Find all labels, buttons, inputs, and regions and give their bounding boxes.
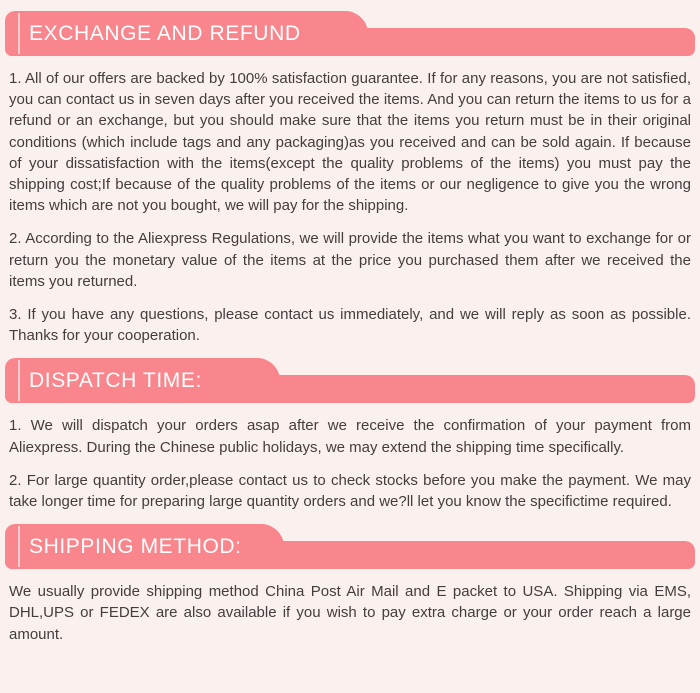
section-title: SHIPPING METHOD: — [29, 534, 242, 558]
paragraph: 1. All of our offers are backed by 100% satisfaction guarantee. If for any reasons, you are not satisfied, you can contact us in seven days after you received the items. And you can return the items to us for a refund or an exchange, but you should make sure that the items you return must be in their original conditions (which include tags and any packaging)as you received and can be sold again. If because of your dissatisfaction with the items(except the quality problems of the items) you must pay the shipping cost;If because of the quality problems of the items or our negligence to give you the wrong items which are not you bought, we will pay for the shipping. — [9, 70, 691, 215]
section-body — [0, 569, 700, 645]
section-body — [0, 403, 700, 512]
tab-accent-line — [18, 13, 20, 54]
paragraph: 3. If you have any questions, please contact us immediately, and we will reply as soon as possible. Thanks for your cooperation. — [9, 306, 691, 345]
tab-accent-line — [18, 360, 20, 401]
paragraph: 2. For large quantity order,please contact us to check stocks before you make the payment. We may take longer time for preparing large quantity orders and we?ll let you know the specifictime required. — [9, 471, 691, 511]
section-dispatch-time — [0, 358, 700, 512]
section-body — [0, 56, 700, 346]
section-exchange-refund — [0, 11, 700, 346]
section-title: DISPATCH TIME: — [29, 368, 202, 392]
paragraph: 1. We will dispatch your orders asap after we receive the confirmation of your payment from Aliexpress. During the Chinese public holidays, we may extend the shipping time specifically. — [9, 417, 691, 456]
section-shipping-method — [0, 524, 700, 645]
section-banner-exchange-refund — [5, 11, 695, 56]
section-title: EXCHANGE AND REFUND — [29, 21, 301, 45]
paragraph: 2. According to the Aliexpress Regulations, we will provide the items what you want to exchange for or return you the monetary value of the items at the price you purchased them after we received the items you returned. — [9, 230, 691, 290]
paragraph: We usually provide shipping method China Post Air Mail and E packet to USA. Shipping via EMS, DHL,UPS or FEDEX are also available if you wish to pay extra charge or your order reach a large amount. — [9, 583, 691, 643]
tab-accent-line — [18, 526, 20, 567]
section-banner-shipping-method — [5, 524, 695, 569]
section-banner-dispatch-time — [5, 358, 695, 403]
